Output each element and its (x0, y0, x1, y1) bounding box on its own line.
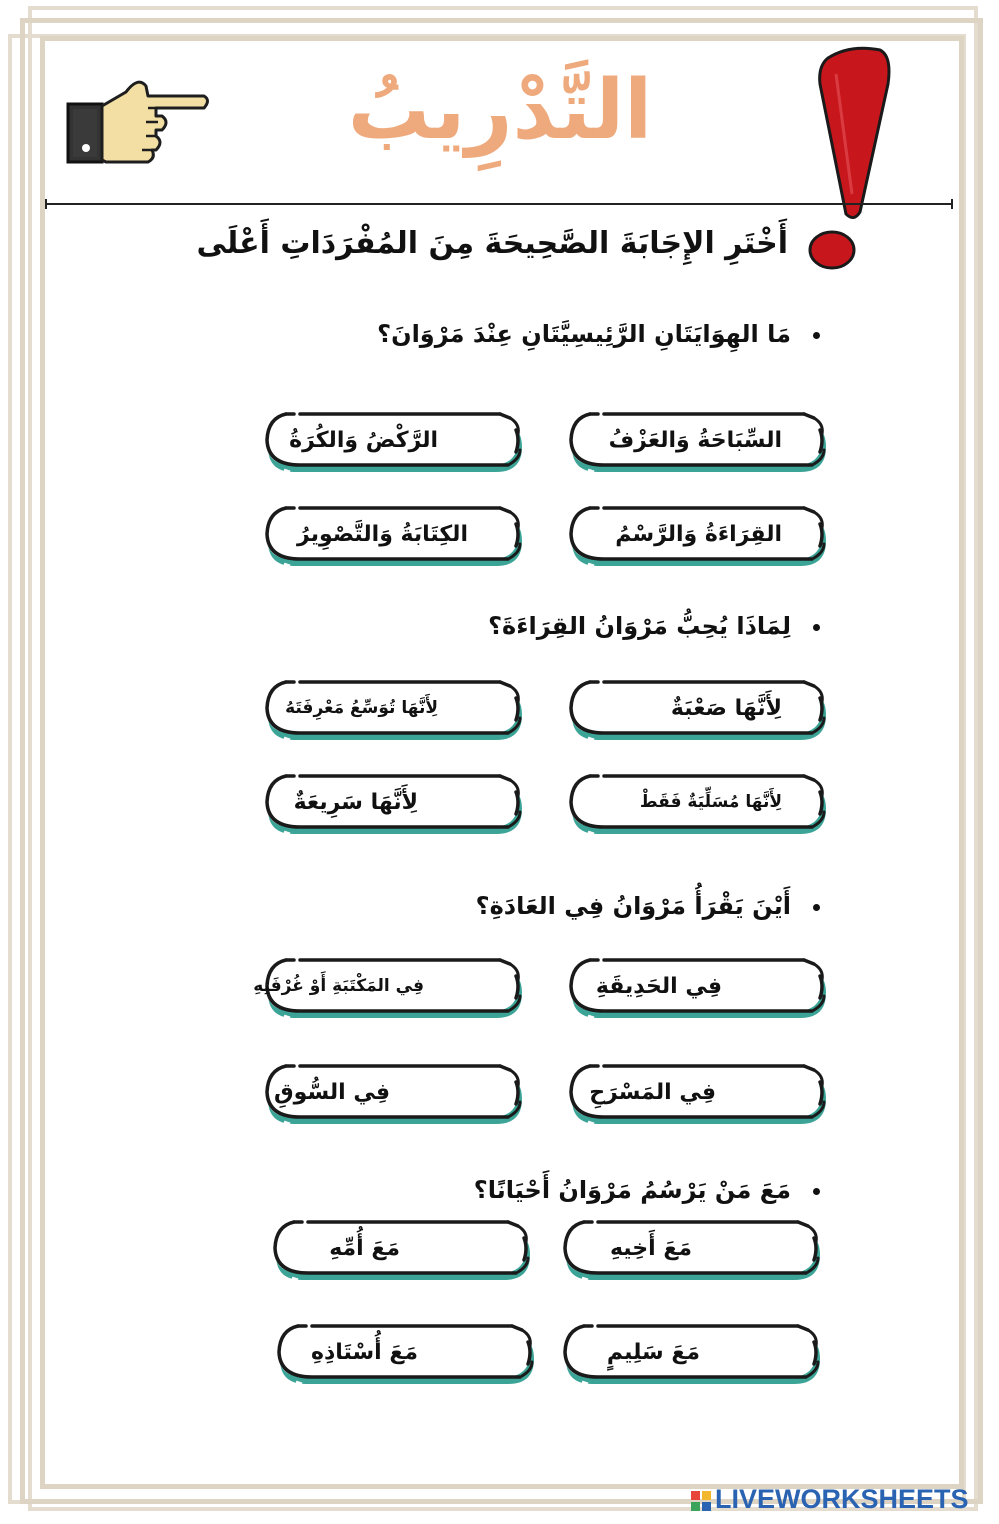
answer-option[interactable]: مَعَ سَلِيمٍ (562, 1322, 818, 1384)
answer-option[interactable]: فِي المَكْتَبَةِ أَوْ غُرْفَتِهِ (264, 956, 520, 1018)
question-3: أَيْنَ يَقْرَأُ مَرْوَانُ فِي العَادَةِ؟ (180, 892, 820, 920)
header-divider (45, 203, 953, 205)
answer-option[interactable]: لِأَنَّهَا مُسَلِّيَةٌ فَقَطْ (568, 772, 824, 834)
instruction-text: أَخْتَرِ الإِجَابَةَ الصَّحِيحَةَ مِنَ المُفْرَدَاتِ أَعْلَى (196, 226, 788, 261)
answer-option[interactable]: الكِتَابَةُ وَالتَّصْوِيرُ (264, 504, 520, 566)
answer-option[interactable]: الرَّكْضُ وَالكُرَةُ (264, 410, 520, 472)
question-1: مَا الهِوَايَتَانِ الرَّئِيسِيَّتَانِ عِنْدَ مَرْوَانَ؟ (180, 320, 820, 348)
answer-option[interactable]: فِي المَسْرَحِ (568, 1062, 824, 1124)
question-2: لِمَاذَا يُحِبُّ مَرْوَانُ القِرَاءَةَ؟ (180, 612, 820, 640)
bullet-icon (813, 1188, 820, 1195)
answer-option[interactable]: فِي الحَدِيقَةِ (568, 956, 824, 1018)
brand-mark-icon (690, 1488, 712, 1510)
answer-option[interactable]: لِأَنَّهَا صَعْبَةٌ (568, 678, 824, 740)
page-title: التَّدْرِيبُ (347, 63, 653, 158)
exclamation-icon (800, 44, 896, 278)
bullet-icon (813, 624, 820, 631)
question-4: مَعَ مَنْ يَرْسُمُ مَرْوَانُ أَحْيَانًا؟ (180, 1176, 820, 1204)
answer-option[interactable]: مَعَ أُسْتَاذِهِ (276, 1322, 532, 1384)
pointing-hand-icon (66, 74, 212, 170)
answer-option[interactable]: مَعَ أُمِّهِ (272, 1218, 528, 1280)
answer-option[interactable]: مَعَ أَخِيهِ (562, 1218, 818, 1280)
answer-option[interactable]: السِّبَاحَةُ وَالعَزْفُ (568, 410, 824, 472)
bullet-icon (813, 904, 820, 911)
answer-option[interactable]: لِأَنَّهَا سَرِيعَةٌ (264, 772, 520, 834)
liveworksheets-logo: LIVEWORKSHEETS (690, 1484, 969, 1514)
answer-option[interactable]: القِرَاءَةُ وَالرَّسْمُ (568, 504, 824, 566)
answer-option[interactable]: لِأَنَّهَا تُوَسِّعُ مَعْرِفَتَهُ (264, 678, 520, 740)
bullet-icon (813, 332, 820, 339)
answer-option[interactable]: فِي السُّوقِ (264, 1062, 520, 1124)
